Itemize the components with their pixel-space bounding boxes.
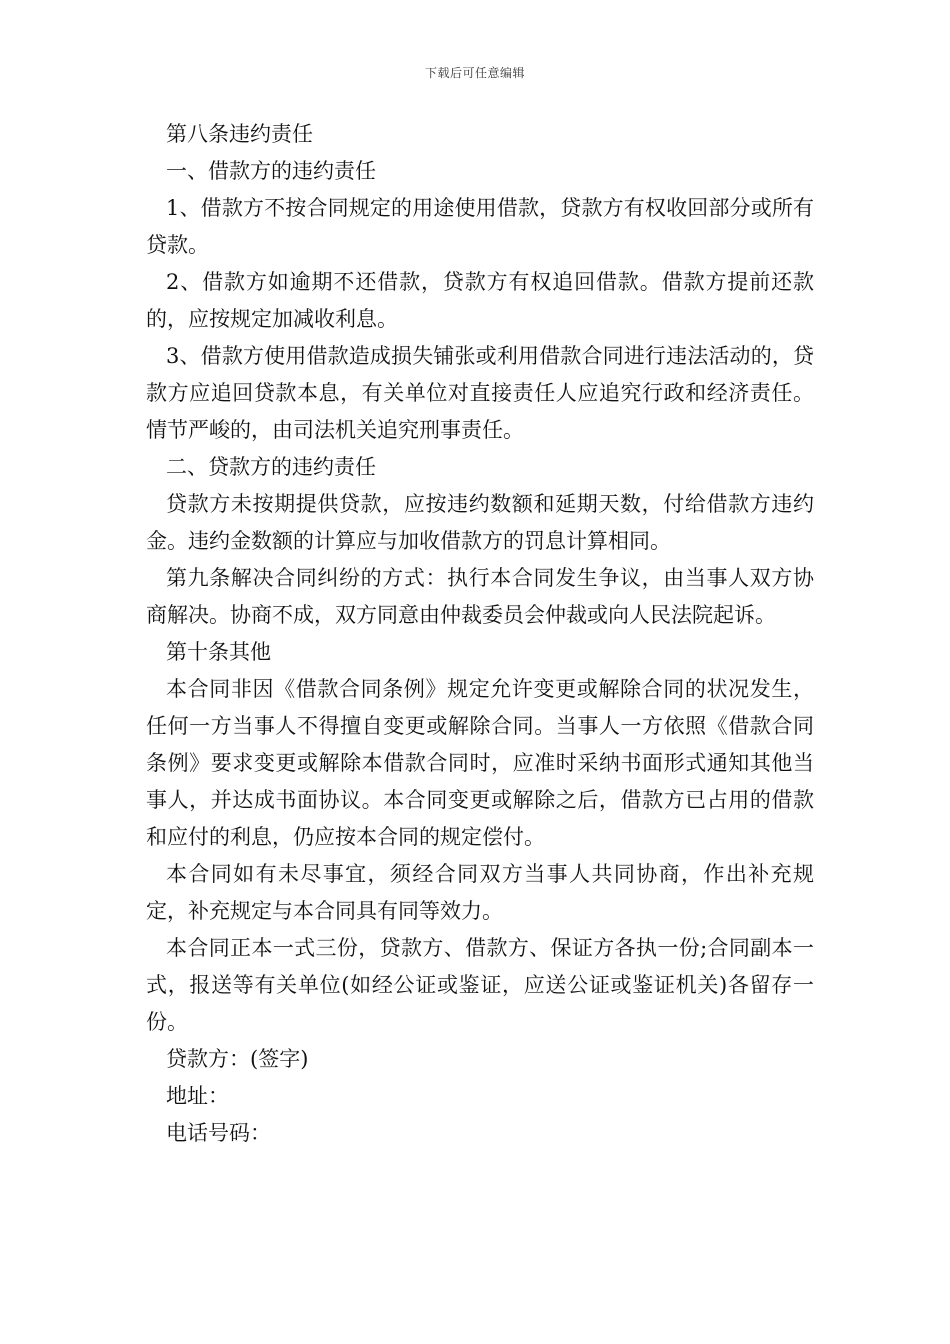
borrower-liability-item-1: 1、借款方不按合同规定的用途使用借款，贷款方有权收回部分或所有贷款。 <box>146 196 814 257</box>
lender-signature-line: 贷款方：(签字) <box>166 1047 309 1071</box>
article-10-heading: 第十条其他 <box>166 640 271 664</box>
contract-modification-paragraph: 本合同非因《借款合同条例》规定允许变更或解除合同的状况发生，任何一方当事人不得擅自变更或解除合同。当事人一方依照《借款合同条例》要求变更或解除本借款合同时，应准时采纳书面形式通知其他当事人，并达成书面协议。本合同变更或解除之后，借款方已占用的借款和应付的利息，仍应按本合同的规定偿付。 <box>146 677 814 849</box>
article-9-paragraph: 第九条解决合同纠纷的方式：执行本合同发生争议，由当事人双方协商解决。协商不成，双方同意由仲裁委员会仲裁或向人民法院起诉。 <box>146 566 814 627</box>
article-8-heading: 第八条违约责任 <box>166 122 313 146</box>
section-lender-liability-heading: 二、贷款方的违约责任 <box>166 455 376 479</box>
page-header: 下载后可任意编辑 <box>424 66 525 80</box>
address-line: 地址： <box>166 1084 229 1108</box>
section-borrower-liability-heading: 一、借款方的违约责任 <box>166 159 376 183</box>
supplementary-provisions-paragraph: 本合同如有未尽事宜，须经合同双方当事人共同协商，作出补充规定，补充规定与本合同具有同等效力。 <box>146 862 814 923</box>
contract-copies-paragraph: 本合同正本一式三份，贷款方、借款方、保证方各执一份;合同副本一式，报送等有关单位(如经公证或鉴证，应送公证或鉴证机关)各留存一份。 <box>146 936 814 1034</box>
lender-liability-paragraph: 贷款方未按期提供贷款，应按违约数额和延期天数，付给借款方违约金。违约金数额的计算应与加收借款方的罚息计算相同。 <box>146 492 814 553</box>
document-body <box>146 116 814 1152</box>
borrower-liability-item-2: 2、借款方如逾期不还借款，贷款方有权追回借款。借款方提前还款的，应按规定加减收利息。 <box>146 270 814 331</box>
phone-number-line: 电话号码： <box>166 1121 271 1145</box>
borrower-liability-item-3: 3、借款方使用借款造成损失铺张或利用借款合同进行违法活动的，贷款方应追回贷款本息，有关单位对直接责任人应追究行政和经济责任。情节严峻的，由司法机关追究刑事责任。 <box>146 344 814 442</box>
